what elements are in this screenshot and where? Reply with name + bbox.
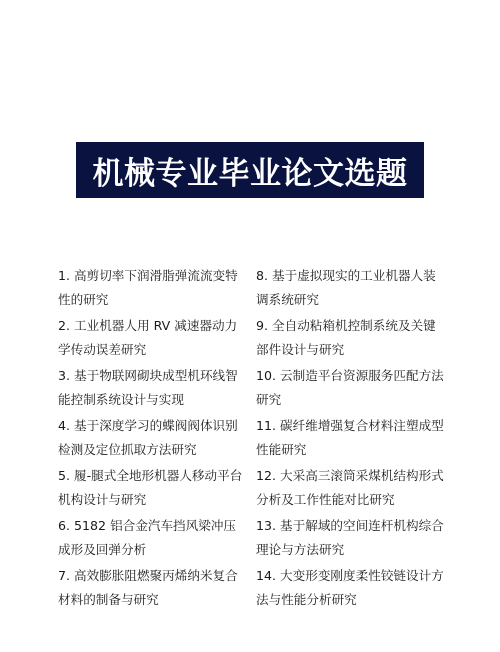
topic-item: 3. 基于物联网砌块成型机环线智能控制系统设计与实现 <box>58 368 238 407</box>
topic-item: 11. 碳纤维增强复合材料注塑成型性能研究 <box>256 418 444 457</box>
topic-item: 1. 高剪切率下润滑脂弹流流变特性的研究 <box>58 268 238 307</box>
topic-item: 2. 工业机器人用 RV 减速器动力学传动误差研究 <box>58 318 238 357</box>
topic-item: 7. 高效膨胀阻燃聚丙烯纳米复合材料的制备与研究 <box>58 568 238 607</box>
topic-item: 9. 全自动粘箱机控制系统及关键部件设计与研究 <box>256 318 436 357</box>
topic-item: 5. 履-腿式全地形机器人移动平台机构设计与研究 <box>58 468 243 507</box>
topic-item: 6. 5182 铝合金汽车挡风梁冲压成形及回弹分析 <box>58 518 237 557</box>
topic-item: 14. 大变形变刚度柔性铰链设计方法与性能分析研究 <box>256 568 444 607</box>
title-banner <box>76 142 424 198</box>
topic-item: 12. 大采高三滚筒采煤机结构形式分析及工作性能对比研究 <box>256 468 444 507</box>
topic-item: 10. 云制造平台资源服务匹配方法研究 <box>256 368 444 407</box>
topic-list-right <box>256 264 444 614</box>
topic-item: 4. 基于深度学习的蝶阀阀体识别检测及定位抓取方法研究 <box>58 418 238 457</box>
page-title: 机械专业毕业论文选题 <box>92 155 408 192</box>
topic-item: 8. 基于虚拟现实的工业机器人装调系统研究 <box>256 268 436 307</box>
topic-item: 13. 基于解域的空间连杆机构综合理论与方法研究 <box>256 518 444 557</box>
topic-list-left <box>58 264 246 614</box>
